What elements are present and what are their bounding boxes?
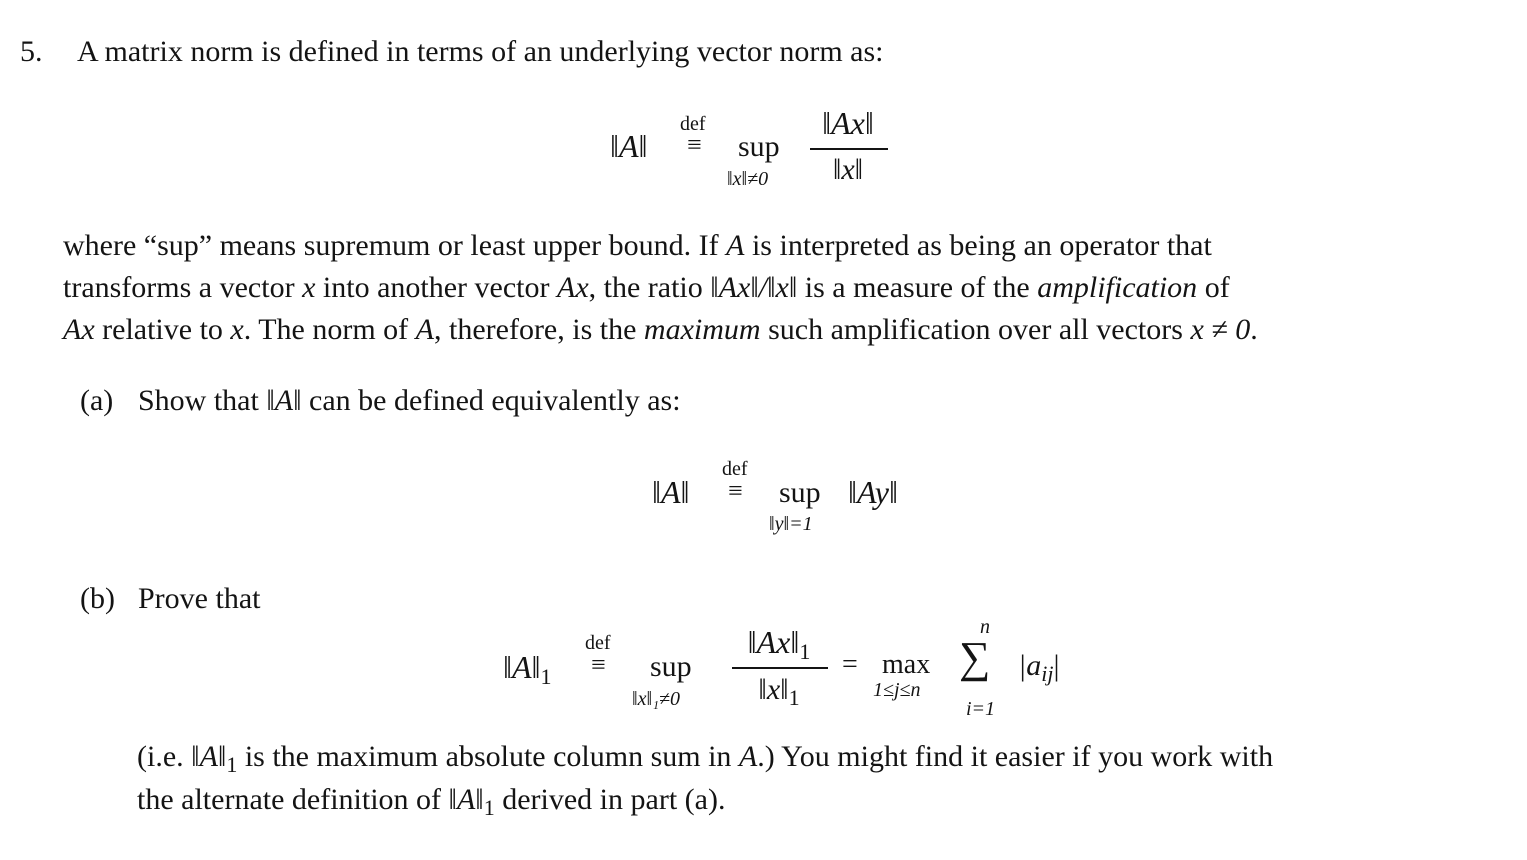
part-b-label: (b) (80, 582, 115, 615)
eq2-lhs: ‖A‖ (652, 474, 690, 510)
part-b-text: Prove that (138, 582, 261, 615)
eq1-def: def (680, 113, 706, 135)
problem-intro: A matrix norm is defined in terms of an underlying vector norm as: (77, 35, 884, 68)
eq3-lhs: ‖A‖1 (503, 649, 552, 689)
eq3-equals: = (842, 649, 858, 680)
note-line-2: the alternate definition of $‖A‖_1$ derived in part (a). (137, 783, 726, 820)
eq2-equiv: ≡ (728, 476, 743, 505)
para-line-2: transforms a vector x into another vector Ax, the ratio ‖Ax‖/‖x‖ is a measure of the amplification of (63, 271, 1230, 304)
eq2-sup: sup (779, 476, 821, 509)
eq1-sup-sub: ‖x‖≠0 (727, 168, 769, 190)
eq2-sup-sub: ‖y‖=1 (769, 513, 813, 535)
eq3-sum-sign: ∑ (959, 633, 991, 682)
part-a-text: Show that ‖A‖ can be defined equivalently as: (138, 384, 681, 417)
eq3-sum-bottom: i=1 (966, 698, 996, 720)
part-a-label: (a) (80, 384, 114, 417)
eq3-max-sub: 1≤j≤n (873, 679, 921, 701)
eq3-max: max (882, 649, 931, 680)
eq2-def: def (722, 458, 748, 480)
eq1-numerator: ‖Ax‖ (822, 105, 874, 141)
eq1-equiv: ≡ (687, 130, 702, 159)
eq3-denominator: $‖x‖_1$ (758, 673, 800, 710)
eq3-sup-sub: ‖x‖₁≠0 (632, 688, 681, 710)
eq1-fraction-bar (810, 148, 888, 150)
eq1-sup: sup (738, 130, 780, 163)
eq3-equiv: ≡ (591, 650, 606, 679)
eq1-denominator: ‖x‖ (832, 153, 864, 186)
eq1-lhs: ‖A‖ (610, 128, 648, 164)
note-line-1: (i.e. $‖A‖_1$ is the maximum absolute column sum in A.) You might find it easier if you work with (137, 740, 1274, 777)
eq3-sum-top: n (980, 616, 990, 638)
eq2-rhs: ‖Ay‖ (848, 474, 898, 510)
eq3-numerator: ‖Ax‖1 (747, 624, 811, 664)
problem-number: 5. (20, 35, 43, 68)
eq3-def: def (585, 632, 611, 654)
eq3-fraction-bar (732, 667, 828, 669)
eq3-term: $|a_{ij}|$ (1018, 649, 1060, 686)
eq3-sup: sup (650, 650, 692, 683)
para-line-3: Ax relative to x. The norm of A, therefore, is the maximum such amplification over all vectors x ≠ 0. (63, 313, 1258, 346)
para-line-1: where “sup” means supremum or least upper bound. If A is interpreted as being an operator that (63, 229, 1212, 262)
